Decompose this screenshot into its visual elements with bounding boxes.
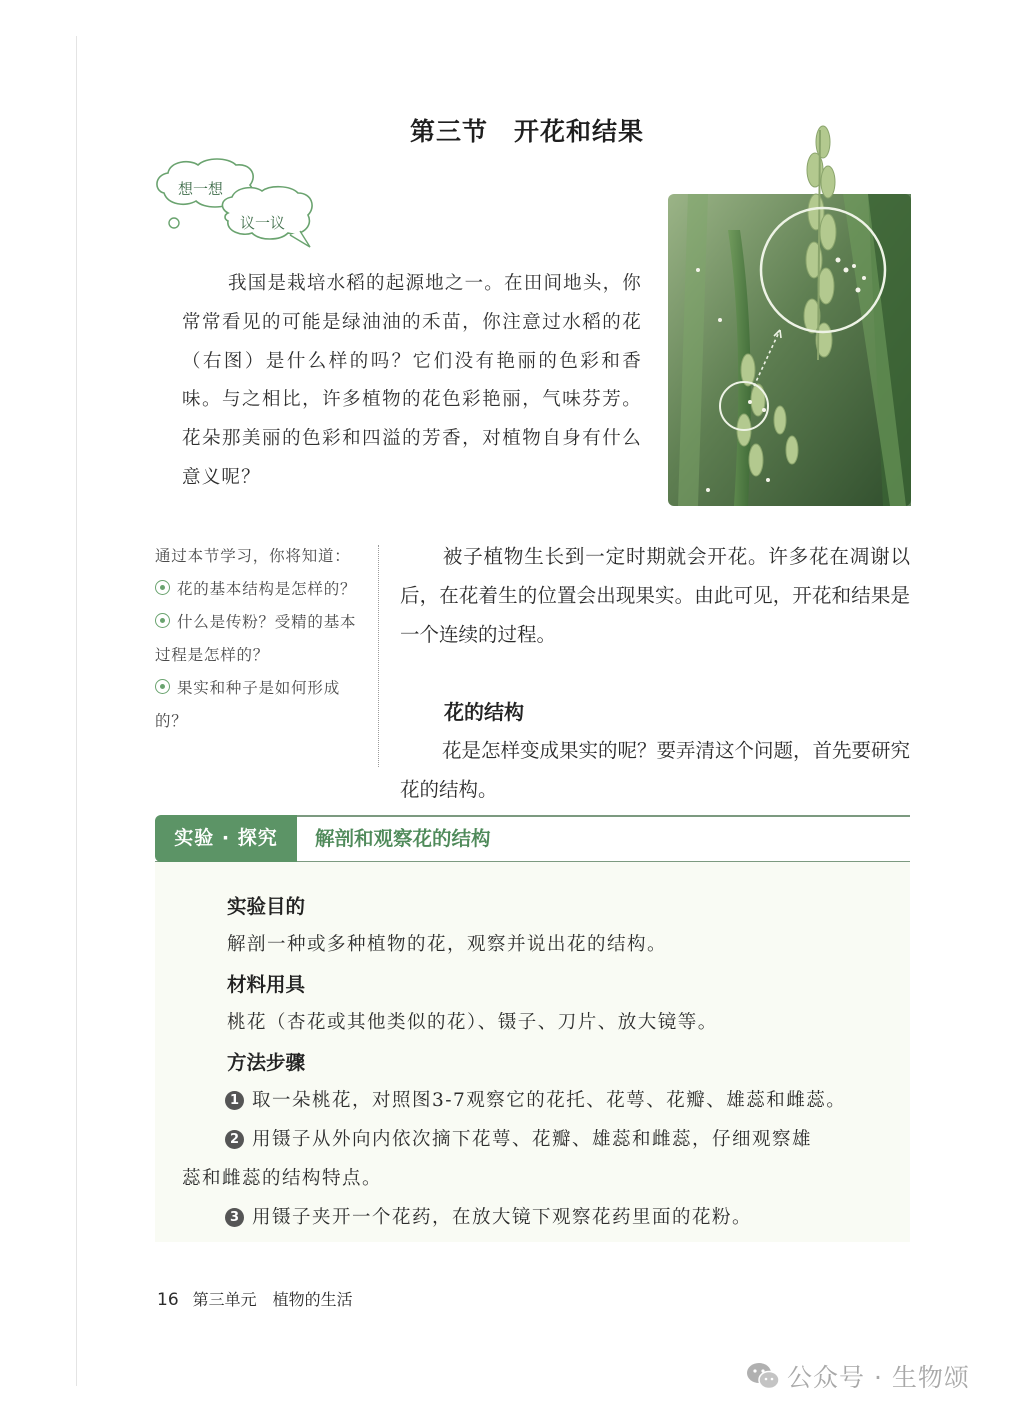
objective-item: 什么是传粉？受精的基本过程是怎样的？ (155, 613, 357, 664)
discuss-label: 议一议 (240, 214, 286, 232)
step-1: 1 取一朵桃花，对照图3-7观察它的花托、花萼、花瓣、雄蕊和雌蕊。 (225, 1086, 846, 1112)
section-paragraph: 花是怎样变成果实的呢？要弄清这个问题，首先要研究花的结构。 (400, 739, 911, 801)
main-paragraph: 被子植物生长到一定时期就会开花。许多花在凋谢以后，在花着生的位置会出现果实。由此可见，开花和结果是一个连续的过程。 (400, 545, 910, 646)
experiment-tag: 实验 · 探究 (155, 815, 297, 862)
target-bullet-icon (155, 580, 170, 595)
page-footer (157, 1287, 353, 1310)
experiment-header (155, 815, 910, 862)
rice-flower-photo (668, 120, 913, 508)
purpose-text: 解剖一种或多种植物的花，观察并说出花的结构。 (227, 934, 668, 955)
step-number-badge: 1 (225, 1091, 244, 1110)
step-3: 3 用镊子夹开一个花药，在放大镜下观察花药里面的花粉。 (225, 1203, 752, 1229)
materials-text: 桃花（杏花或其他类似的花）、镊子、刀片、放大镜等。 (227, 1012, 718, 1033)
objective-item: 果实和种子是如何形成的？ (155, 679, 341, 730)
think-discuss-bubble (150, 155, 325, 255)
step-2: 2 用镊子从外向内依次摘下花萼、花瓣、雄蕊和雌蕊，仔细观察雄 (225, 1125, 812, 1151)
think-label: 想一想 (178, 180, 224, 198)
unit-label: 第三单元 植物的生活 (192, 1290, 353, 1309)
target-bullet-icon (155, 679, 170, 694)
page-number: 16 (157, 1290, 179, 1310)
method-heading: 方法步骤 (227, 1051, 306, 1074)
materials-heading: 材料用具 (227, 973, 306, 996)
step-2-continued: 蕊和雌蕊的结构特点。 (182, 1168, 383, 1189)
purpose-heading: 实验目的 (227, 895, 306, 918)
objective-item: 花的基本结构是怎样的？ (155, 573, 360, 606)
learning-objectives (155, 540, 360, 738)
intro-text: 我国是栽培水稻的起源地之一。在田间地头，你常常看见的可能是绿油油的禾苗，你注意过水稻的花（右图）是什么样的吗？它们没有艳丽的色彩和香味。与之相比，许多植物的花色彩艳丽，气味芬芳。花朵那美丽的色彩和四溢的芳香，对植物自身有什么意义呢？ (182, 273, 642, 488)
wechat-icon (745, 1361, 781, 1391)
watermark-text: 公众号 · 生物颂 (787, 1363, 970, 1392)
step-number-badge: 3 (225, 1208, 244, 1227)
intro-paragraph (182, 265, 642, 498)
section-title: 第三节 开花和结果 (410, 117, 645, 146)
experiment-title: 解剖和观察花的结构 (315, 827, 491, 850)
objectives-lead: 通过本节学习，你将知道： (155, 547, 351, 565)
target-bullet-icon (155, 613, 170, 628)
thought-cloud-icon (150, 155, 325, 255)
section-heading: 花的结构 (444, 700, 524, 724)
page-edge (76, 36, 77, 1386)
step-number-badge: 2 (225, 1130, 244, 1149)
column-divider (378, 545, 379, 767)
